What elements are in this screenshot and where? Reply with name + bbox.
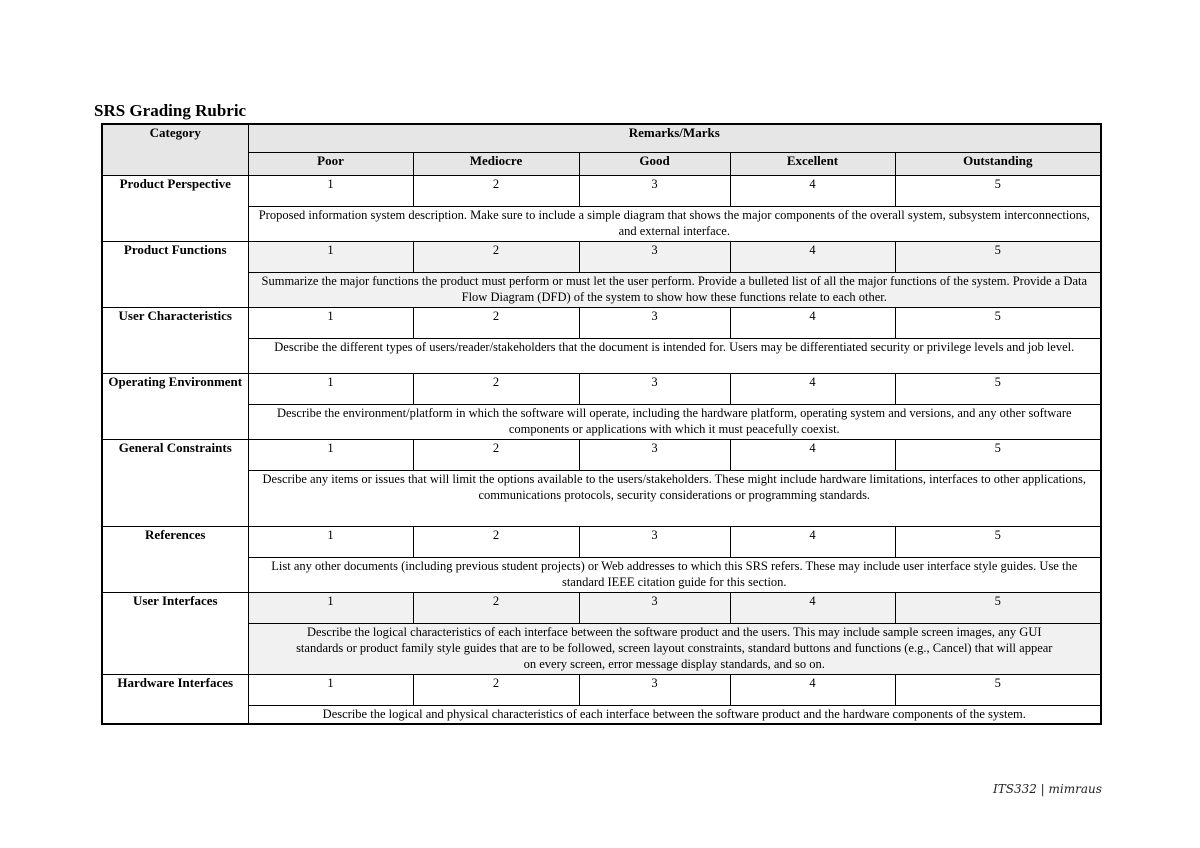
table-row xyxy=(102,207,1101,242)
mark-cell: 4 xyxy=(730,675,895,706)
category-header: Category xyxy=(102,124,248,176)
table-row xyxy=(102,339,1101,374)
mark-cell: 3 xyxy=(579,675,730,706)
mark-cell: 1 xyxy=(248,176,413,207)
row-description: Describe the logical and physical characteristics of each interface between the software product and the hardware components of the system. xyxy=(248,706,1101,725)
row-category: General Constraints xyxy=(102,440,248,527)
remarks-header: Remarks/Marks xyxy=(248,124,1101,152)
mark-cell: 4 xyxy=(730,308,895,339)
table-row xyxy=(102,176,1101,207)
mark-cell: 2 xyxy=(413,374,579,405)
table-row xyxy=(102,624,1101,675)
table-row xyxy=(102,675,1101,706)
mark-cell: 1 xyxy=(248,308,413,339)
row-description: List any other documents (including previous student projects) or Web addresses to which this SRS refers. These may include user interface style guides. Use the standard IEEE citation guide for this section. xyxy=(248,558,1101,593)
mark-cell: 4 xyxy=(730,242,895,273)
mark-cell: 3 xyxy=(579,593,730,624)
mark-cell: 2 xyxy=(413,242,579,273)
table-row xyxy=(102,471,1101,527)
row-category: Product Perspective xyxy=(102,176,248,242)
table-row xyxy=(102,374,1101,405)
mark-cell: 2 xyxy=(413,527,579,558)
mark-cell: 5 xyxy=(895,675,1101,706)
table-row xyxy=(102,242,1101,273)
mark-cell: 3 xyxy=(579,176,730,207)
row-description: Proposed information system description. Make sure to include a simple diagram that shows the major components of the overall system, subsystem interconnections, and external interface. xyxy=(248,207,1101,242)
mark-cell: 4 xyxy=(730,527,895,558)
row-category: Hardware Interfaces xyxy=(102,675,248,725)
table-row xyxy=(102,405,1101,440)
row-description: Describe the environment/platform in which the software will operate, including the hardware platform, operating system and versions, and any other software components or applications with which it must peacefully coexist. xyxy=(248,405,1101,440)
level-header-excellent: Excellent xyxy=(730,152,895,175)
table-row xyxy=(102,593,1101,624)
level-header-poor: Poor xyxy=(248,152,413,175)
table-row xyxy=(102,273,1101,308)
row-description: Summarize the major functions the product must perform or must let the user perform. Provide a bulleted list of all the major functions of the system. Provide a Data Flow Diagram (DFD) of the system to show how these functions relate to each other. xyxy=(248,273,1101,308)
mark-cell: 2 xyxy=(413,308,579,339)
mark-cell: 1 xyxy=(248,440,413,471)
mark-cell: 2 xyxy=(413,440,579,471)
row-category: Product Functions xyxy=(102,242,248,308)
page-footer: ITS332 | mimraus xyxy=(993,782,1102,796)
mark-cell: 5 xyxy=(895,440,1101,471)
mark-cell: 2 xyxy=(413,593,579,624)
mark-cell: 3 xyxy=(579,374,730,405)
mark-cell: 5 xyxy=(895,593,1101,624)
mark-cell: 4 xyxy=(730,374,895,405)
mark-cell: 2 xyxy=(413,675,579,706)
mark-cell: 5 xyxy=(895,242,1101,273)
document-title: SRS Grading Rubric xyxy=(94,101,247,120)
mark-cell: 3 xyxy=(579,242,730,273)
table-row xyxy=(102,308,1101,339)
level-header-mediocre: Mediocre xyxy=(413,152,579,175)
mark-cell: 4 xyxy=(730,176,895,207)
mark-cell: 5 xyxy=(895,374,1101,405)
table-row xyxy=(102,440,1101,471)
mark-cell: 3 xyxy=(579,527,730,558)
mark-cell: 5 xyxy=(895,527,1101,558)
row-category: Operating Environment xyxy=(102,374,248,440)
mark-cell: 2 xyxy=(413,176,579,207)
mark-cell: 1 xyxy=(248,593,413,624)
level-header-outstanding: Outstanding xyxy=(895,152,1101,175)
mark-cell: 5 xyxy=(895,176,1101,207)
mark-cell: 1 xyxy=(248,527,413,558)
grading-rubric-table xyxy=(101,123,1102,725)
mark-cell: 4 xyxy=(730,440,895,471)
mark-cell: 1 xyxy=(248,675,413,706)
row-category: User Interfaces xyxy=(102,593,248,675)
row-category: References xyxy=(102,527,248,593)
mark-cell: 1 xyxy=(248,242,413,273)
table-row xyxy=(102,527,1101,558)
mark-cell: 4 xyxy=(730,593,895,624)
mark-cell: 1 xyxy=(248,374,413,405)
table-row xyxy=(102,558,1101,593)
mark-cell: 3 xyxy=(579,440,730,471)
level-header-good: Good xyxy=(579,152,730,175)
mark-cell: 3 xyxy=(579,308,730,339)
row-category: User Characteristics xyxy=(102,308,248,374)
table-row xyxy=(102,706,1101,725)
mark-cell: 5 xyxy=(895,308,1101,339)
row-description: Describe the different types of users/reader/stakeholders that the document is intended for. Users may be differentiated security or privilege levels and job level. xyxy=(248,339,1101,374)
row-description: Describe any items or issues that will limit the options available to the users/stakeholders. These might include hardware limitations, interfaces to other applications, communications protocols, security considerations or programming standards. xyxy=(248,471,1101,527)
row-description: Describe the logical characteristics of each interface between the software product and the users. This may include sample screen images, any GUI standards or product family style guides that are to be followed, screen layout constraints, standard buttons and functions (e.g., Cancel) that will appear on every screen, error message display standards, and so on. xyxy=(248,624,1101,675)
